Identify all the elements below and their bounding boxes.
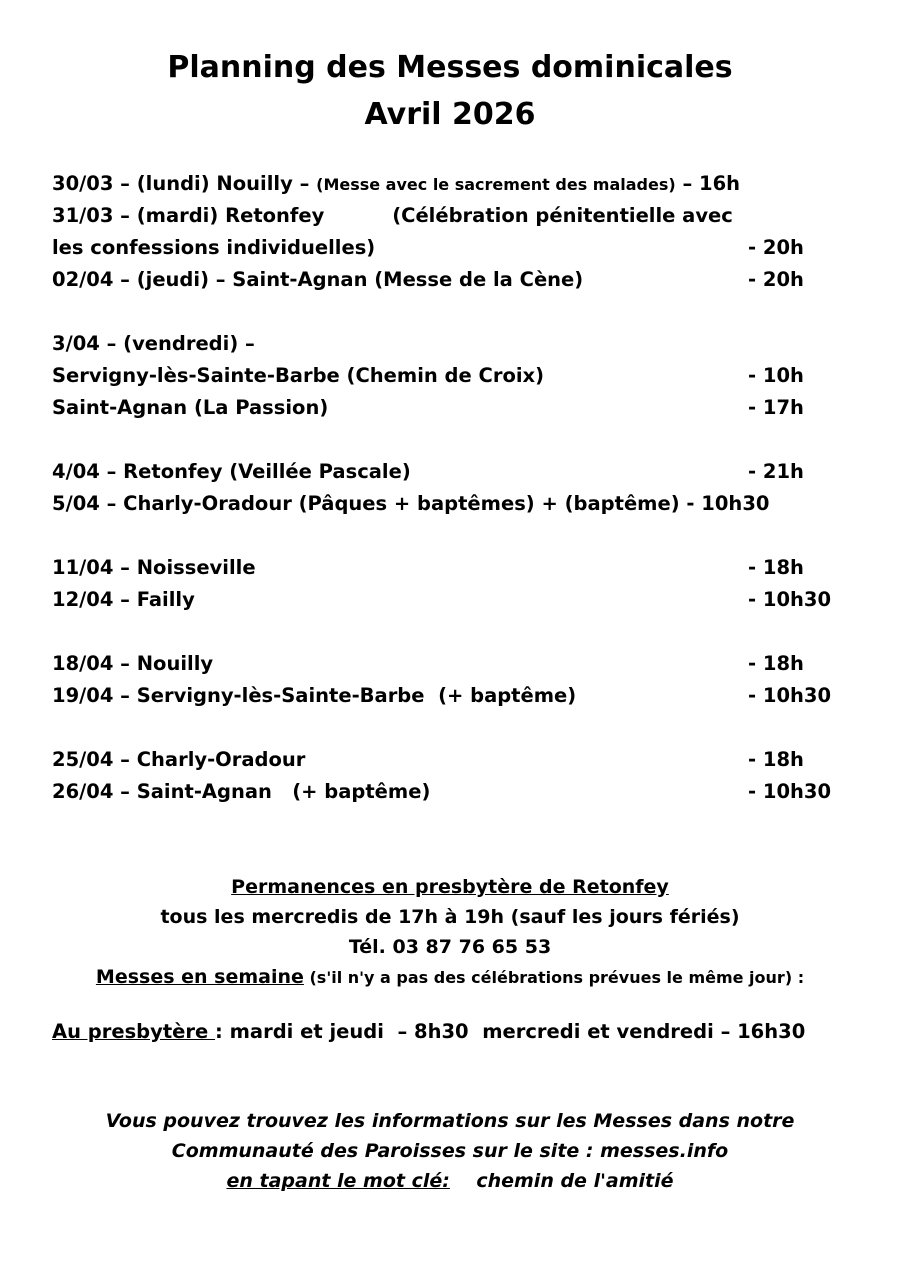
schedule-text: 18/04 – Nouilly [52, 652, 214, 675]
schedule-line [52, 168, 852, 200]
schedule-time: - 21h [748, 460, 804, 483]
page-subtitle: Avril 2026 [364, 97, 536, 132]
schedule-line [52, 264, 852, 296]
permanence-title: Permanences en presbytère de Retonfey [231, 876, 669, 898]
schedule-time: - 20h [748, 236, 804, 259]
page-title: Planning des Messes dominicales [167, 50, 733, 85]
schedule-text: 31/03 – (mardi) Retonfey (Célébration pénitentielle avec [52, 204, 733, 227]
schedule-text: les confessions individuelles) [52, 236, 376, 259]
schedule-date-text: 30/03 – (lundi) Nouilly – [52, 172, 317, 195]
footer-keyword-label: en tapant le mot clé: [226, 1170, 450, 1192]
schedule-text: 26/04 – Saint-Agnan (+ baptême) [52, 780, 431, 803]
schedule-time: – 16h [675, 172, 741, 195]
schedule-text: 4/04 – Retonfey (Veillée Pascale) [52, 460, 411, 483]
schedule-line [52, 584, 852, 616]
schedule-time: - 18h [748, 748, 804, 771]
weekday-masses-label: Messes en semaine [95, 966, 304, 988]
schedule-line [52, 680, 852, 712]
schedule-line [52, 360, 852, 392]
schedule-text: 02/04 – (jeudi) – Saint-Agnan (Messe de la Cène) [52, 268, 584, 291]
schedule-line [52, 776, 852, 808]
schedule-text: 25/04 – Charly-Oradour [52, 748, 306, 771]
weekday-masses-line [0, 962, 900, 993]
schedule-line [52, 392, 852, 424]
schedule-time: - 18h [748, 556, 804, 579]
schedule-text: 19/04 – Servigny-lès-Sainte-Barbe (+ baptême) [52, 684, 577, 707]
footer-line: Communauté des Paroisses sur le site : messes.info [171, 1140, 729, 1162]
presbytery-label: Au presbytère [52, 1020, 216, 1043]
schedule-text: 3/04 – (vendredi) – [52, 332, 255, 355]
schedule-text: 11/04 – Noisseville [52, 556, 256, 579]
footer-keyword-line [0, 1166, 900, 1196]
presbytery-line [52, 1016, 852, 1048]
schedule-text: 5/04 – Charly-Oradour (Pâques + baptêmes) + (baptême) - 10h30 [52, 492, 770, 515]
permanence-hours: tous les mercredis de 17h à 19h (sauf les jours fériés) [160, 906, 740, 928]
schedule-time: - 20h [748, 268, 804, 291]
presbytery-schedule: : mardi et jeudi – 8h30 mercredi et vendredi – 16h30 [215, 1020, 806, 1043]
schedule-time: - 10h30 [748, 780, 832, 803]
schedule-line [52, 648, 852, 680]
schedule-text: Saint-Agnan (La Passion) [52, 396, 329, 419]
schedule-time: - 10h30 [748, 588, 832, 611]
footer-line: Vous pouvez trouvez les informations sur les Messes dans notre [105, 1110, 795, 1132]
schedule-note: (Messe avec le sacrement des malades) [316, 175, 676, 194]
schedule-time: - 17h [748, 396, 804, 419]
schedule-line [52, 200, 852, 232]
footer-keyword-value: chemin de l'amitié [449, 1170, 674, 1192]
phone-number: Tél. 03 87 76 65 53 [348, 936, 552, 958]
schedule-text: Servigny-lès-Sainte-Barbe (Chemin de Croix) [52, 364, 545, 387]
schedule-time: - 10h [748, 364, 804, 387]
schedule-time: - 10h30 [748, 684, 832, 707]
schedule-line [52, 744, 852, 776]
schedule-line [52, 232, 852, 264]
weekday-masses-note: (s'il n'y a pas des célébrations prévues le même jour) : [303, 968, 805, 987]
schedule-line [52, 552, 852, 584]
schedule-line [52, 328, 852, 360]
schedule-time: - 18h [748, 652, 804, 675]
schedule-text: 12/04 – Failly [52, 588, 195, 611]
schedule-line [52, 456, 852, 488]
schedule-line [52, 488, 852, 520]
